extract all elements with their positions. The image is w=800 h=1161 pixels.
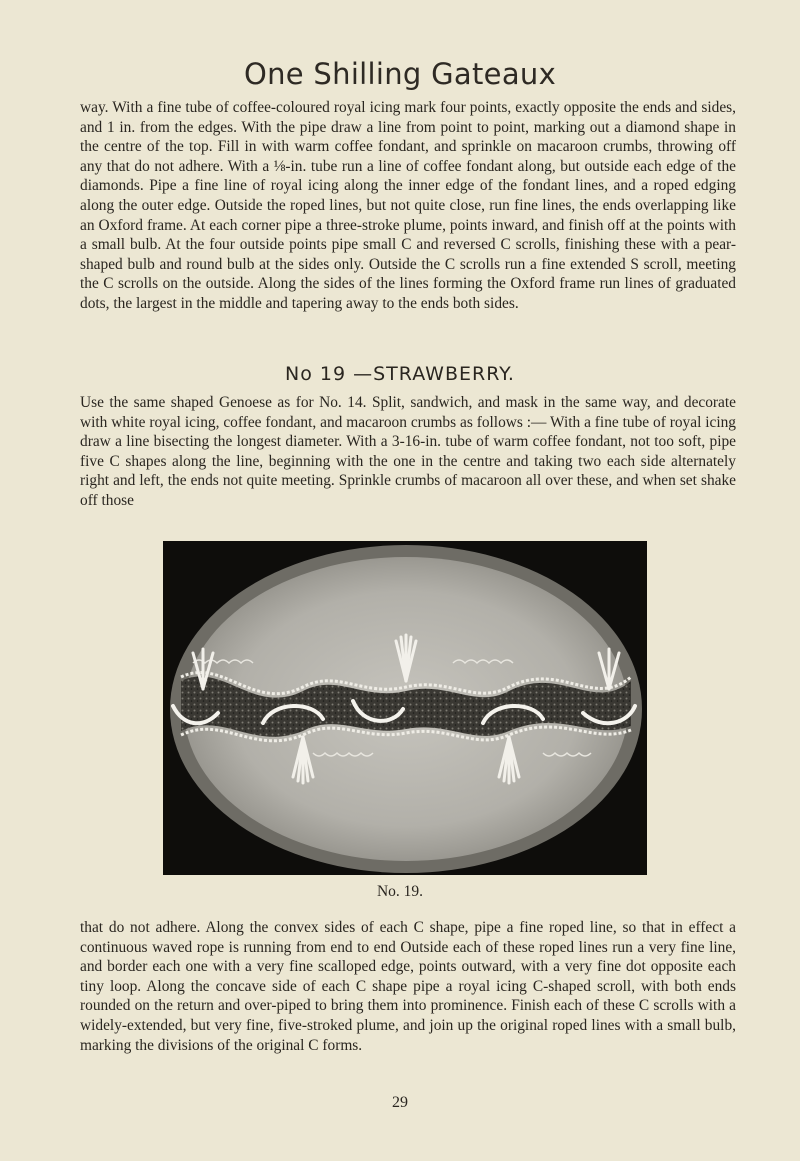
- cake-illustration: [163, 541, 647, 875]
- paragraph-3: that do not adhere. Along the convex sides of each C shape, pipe a fine roped line, so that in effect a continuous waved rope is running from end to end Outside each of these roped lines run a very fine line, and border each one with a very fine scalloped edge, points outward, with a very fine dot opposite each tiny loop. Along the concave side of each C shape pipe a royal icing C-shaped scroll, with both ends rounded on the return and over-piped to bring them into prominence. Finish each of these C scrolls with a widely-extended, but very fine, five-stroked plume, and join up the original roped lines with a small bulb, marking the divisions of the original C forms.: [80, 919, 736, 1054]
- running-title: One Shilling Gateaux: [243, 57, 557, 92]
- cake-photograph: [163, 541, 647, 875]
- figure-caption: No. 19.: [376, 883, 424, 900]
- page-number: 29: [392, 1094, 408, 1111]
- section-heading: No 19 —STRAWBERRY.: [285, 363, 515, 385]
- paragraph-1: way. With a fine tube of coffee-coloured royal icing mark four points, exactly opposite the ends and sides, and 1 in. from the edges. With the pipe draw a line from point to point, marking out a diamond shape in the centre of the top. Fill in with warm coffee fondant, and sprinkle on macaroon crumbs, throwing off any that do not adhere. With a ⅛-in. tube run a line of coffee fondant along, but outside each edge of the diamonds. Pipe a fine line of royal icing along the inner edge of the fondant lines, and a roped edging along the outer edge. Outside the roped lines, but not quite close, run fine lines, the ends overlapping like an Oxford frame. At each corner pipe a three-stroke plume, points inward, and finish off at the points with a small bulb. At the four outside points pipe small C and reversed C scrolls, finishing these with a pear-shaped bulb and round bulb at the sides only. Outside the C scrolls run a fine extended S scroll, meeting the C scrolls on the outside. Along the sides of the lines forming the Oxford frame run lines of graduated dots, the largest in the middle and tapering away to the ends both sides.: [80, 99, 736, 312]
- paragraph-2: Use the same shaped Genoese as for No. 14. Split, sandwich, and mask in the same way, and decorate with white royal icing, coffee fondant, and macaroon crumbs as follows :— With a fine tube of royal icing draw a line bisecting the longest diameter. With a 3-16-in. tube of warm coffee fondant, not too soft, pipe five C shapes along the line, beginning with the one in the centre and taking two each side alternately right and left, the ends not quite meeting. Sprinkle crumbs of macaroon all over these, and when set shake off those: [80, 394, 736, 509]
